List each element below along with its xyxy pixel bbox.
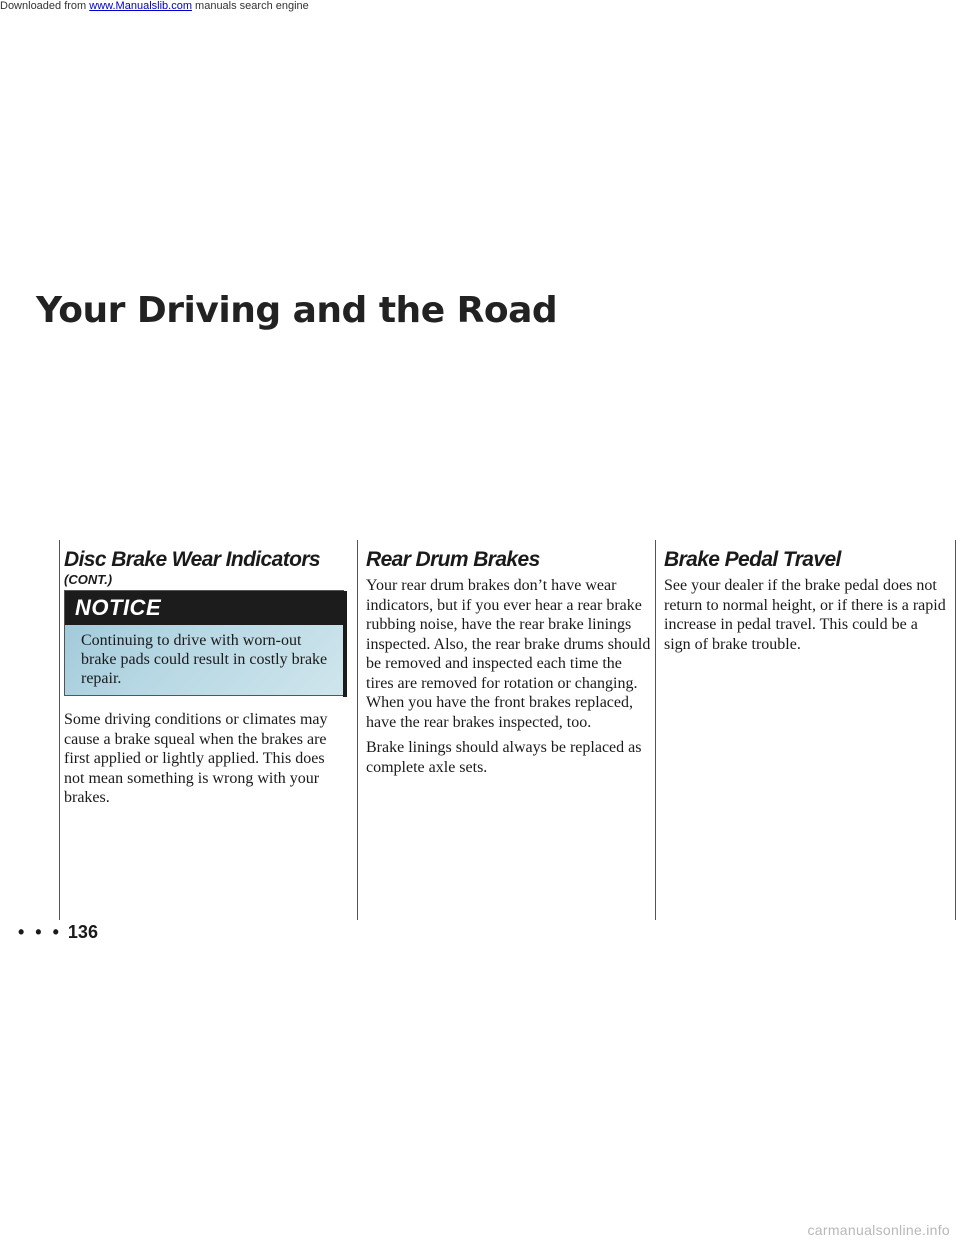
notice-box (64, 590, 344, 696)
column-rule-right (655, 540, 656, 920)
column-rule-middle (357, 540, 358, 920)
right-column-body (664, 576, 946, 660)
notice-text: Continuing to drive with worn-out brake pads could result in costly brake repair. (81, 632, 328, 687)
section-heading-disc-brake: Disc Brake Wear Indicators (64, 548, 320, 571)
page-dots: • • • (18, 922, 62, 942)
column-rule-far-right (955, 540, 956, 920)
page-number-value: 136 (67, 922, 98, 942)
manualslib-link[interactable]: www.Manualslib.com (89, 0, 192, 12)
page-number (18, 922, 98, 943)
banner-suffix: manuals search engine (191, 0, 309, 12)
site-watermark: carmanualsonline.info (807, 1222, 950, 1238)
section-subheading-cont: (CONT.) (64, 572, 113, 587)
download-banner (0, 0, 309, 12)
section-heading-rear-drum: Rear Drum Brakes (366, 548, 540, 571)
paragraph: See your dealer if the brake pedal does not return to normal height, or if there is a rapid increase in pedal travel. This could be a sign of brake trouble. (664, 577, 946, 653)
notice-side-bar (343, 591, 347, 697)
chapter-title: Your Driving and the Road (36, 290, 558, 331)
notice-label: NOTICE (75, 595, 162, 620)
middle-column-body (366, 576, 652, 783)
notice-header (65, 591, 343, 625)
section-heading-brake-pedal: Brake Pedal Travel (664, 548, 841, 571)
banner-prefix: Downloaded from (0, 0, 90, 12)
paragraph: Your rear drum brakes don’t have wear indicators, but if you ever hear a rear brake rubbing noise, have the rear brake linings inspected. Also, the rear brake drums should be removed and inspected each time the tires are removed for rotation or changing. When you have the front brakes replaced, have the rear brakes inspected, too. (366, 577, 651, 731)
left-column-body (64, 710, 340, 814)
paragraph: Some driving conditions or climates may cause a brake squeal when the brakes are first applied or lightly applied. This does not mean something is wrong with your brakes. (64, 711, 328, 806)
column-rule-left (59, 540, 60, 920)
paragraph: Brake linings should always be replaced as complete axle sets. (366, 739, 642, 776)
